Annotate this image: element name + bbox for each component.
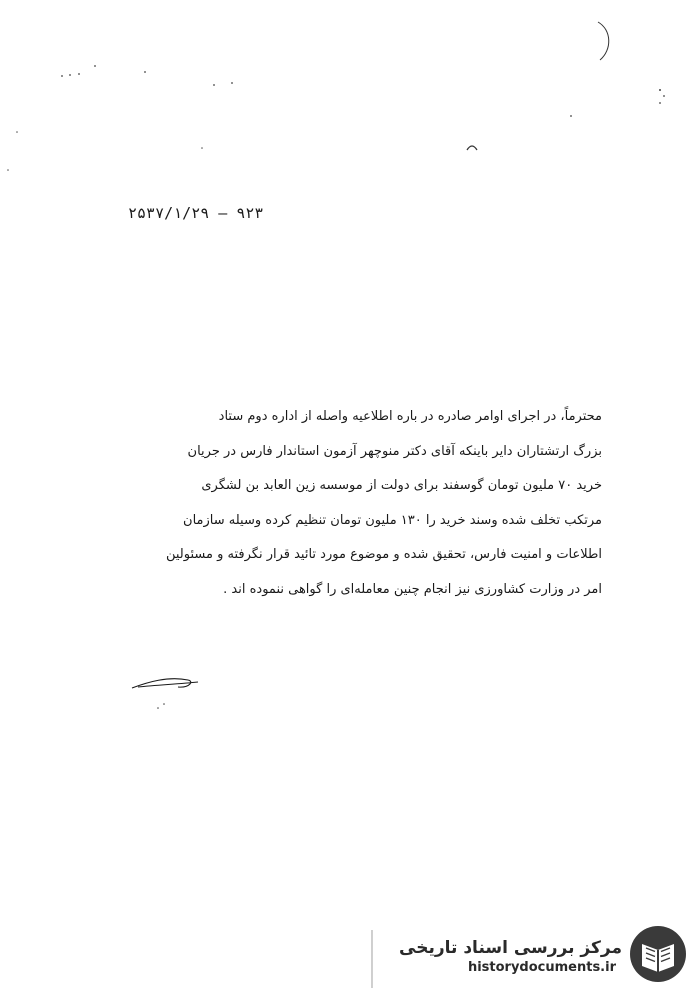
scan-noise-marks bbox=[0, 0, 700, 200]
document-reference-number: ۲۵۳۷/۱/۲۹ — ۹۲۳ bbox=[128, 204, 264, 222]
body-line: محترماً، در اجرای اوامر صادره در باره اطلاعیه واصله از اداره دوم ستاد bbox=[218, 409, 602, 424]
book-icon bbox=[626, 922, 690, 986]
scan-fold-line bbox=[368, 930, 378, 988]
watermark-title: مرکز بررسی اسناد تاریخی bbox=[399, 938, 622, 958]
body-line: امر در وزارت کشاورزی نیز انجام چنین معامله‌ای را گواهی ننموده اند . bbox=[223, 581, 602, 597]
body-line: خرید ۷۰ ملیون تومان گوسفند برای دولت از موسسه زین العابد بن لشگری bbox=[201, 478, 602, 493]
body-line: بزرگ ارتشتاران دایر باینکه آقای دکتر منوچهر آزمون استاندار فارس در جریان bbox=[187, 443, 602, 459]
letter-body bbox=[102, 400, 602, 607]
body-line: اطلاعات و امنیت فارس، تحقیق شده و موضوع مورد تائید قرار نگرفته و مسئولین bbox=[165, 547, 602, 562]
signature-mark bbox=[128, 668, 208, 712]
watermark-url: historydocuments.ir bbox=[467, 960, 616, 975]
archive-watermark bbox=[380, 908, 700, 988]
body-line: مرتکب تخلف شده وسند خرید را ۱۳۰ ملیون تومان تنظیم کرده وسیله سازمان bbox=[183, 512, 602, 528]
